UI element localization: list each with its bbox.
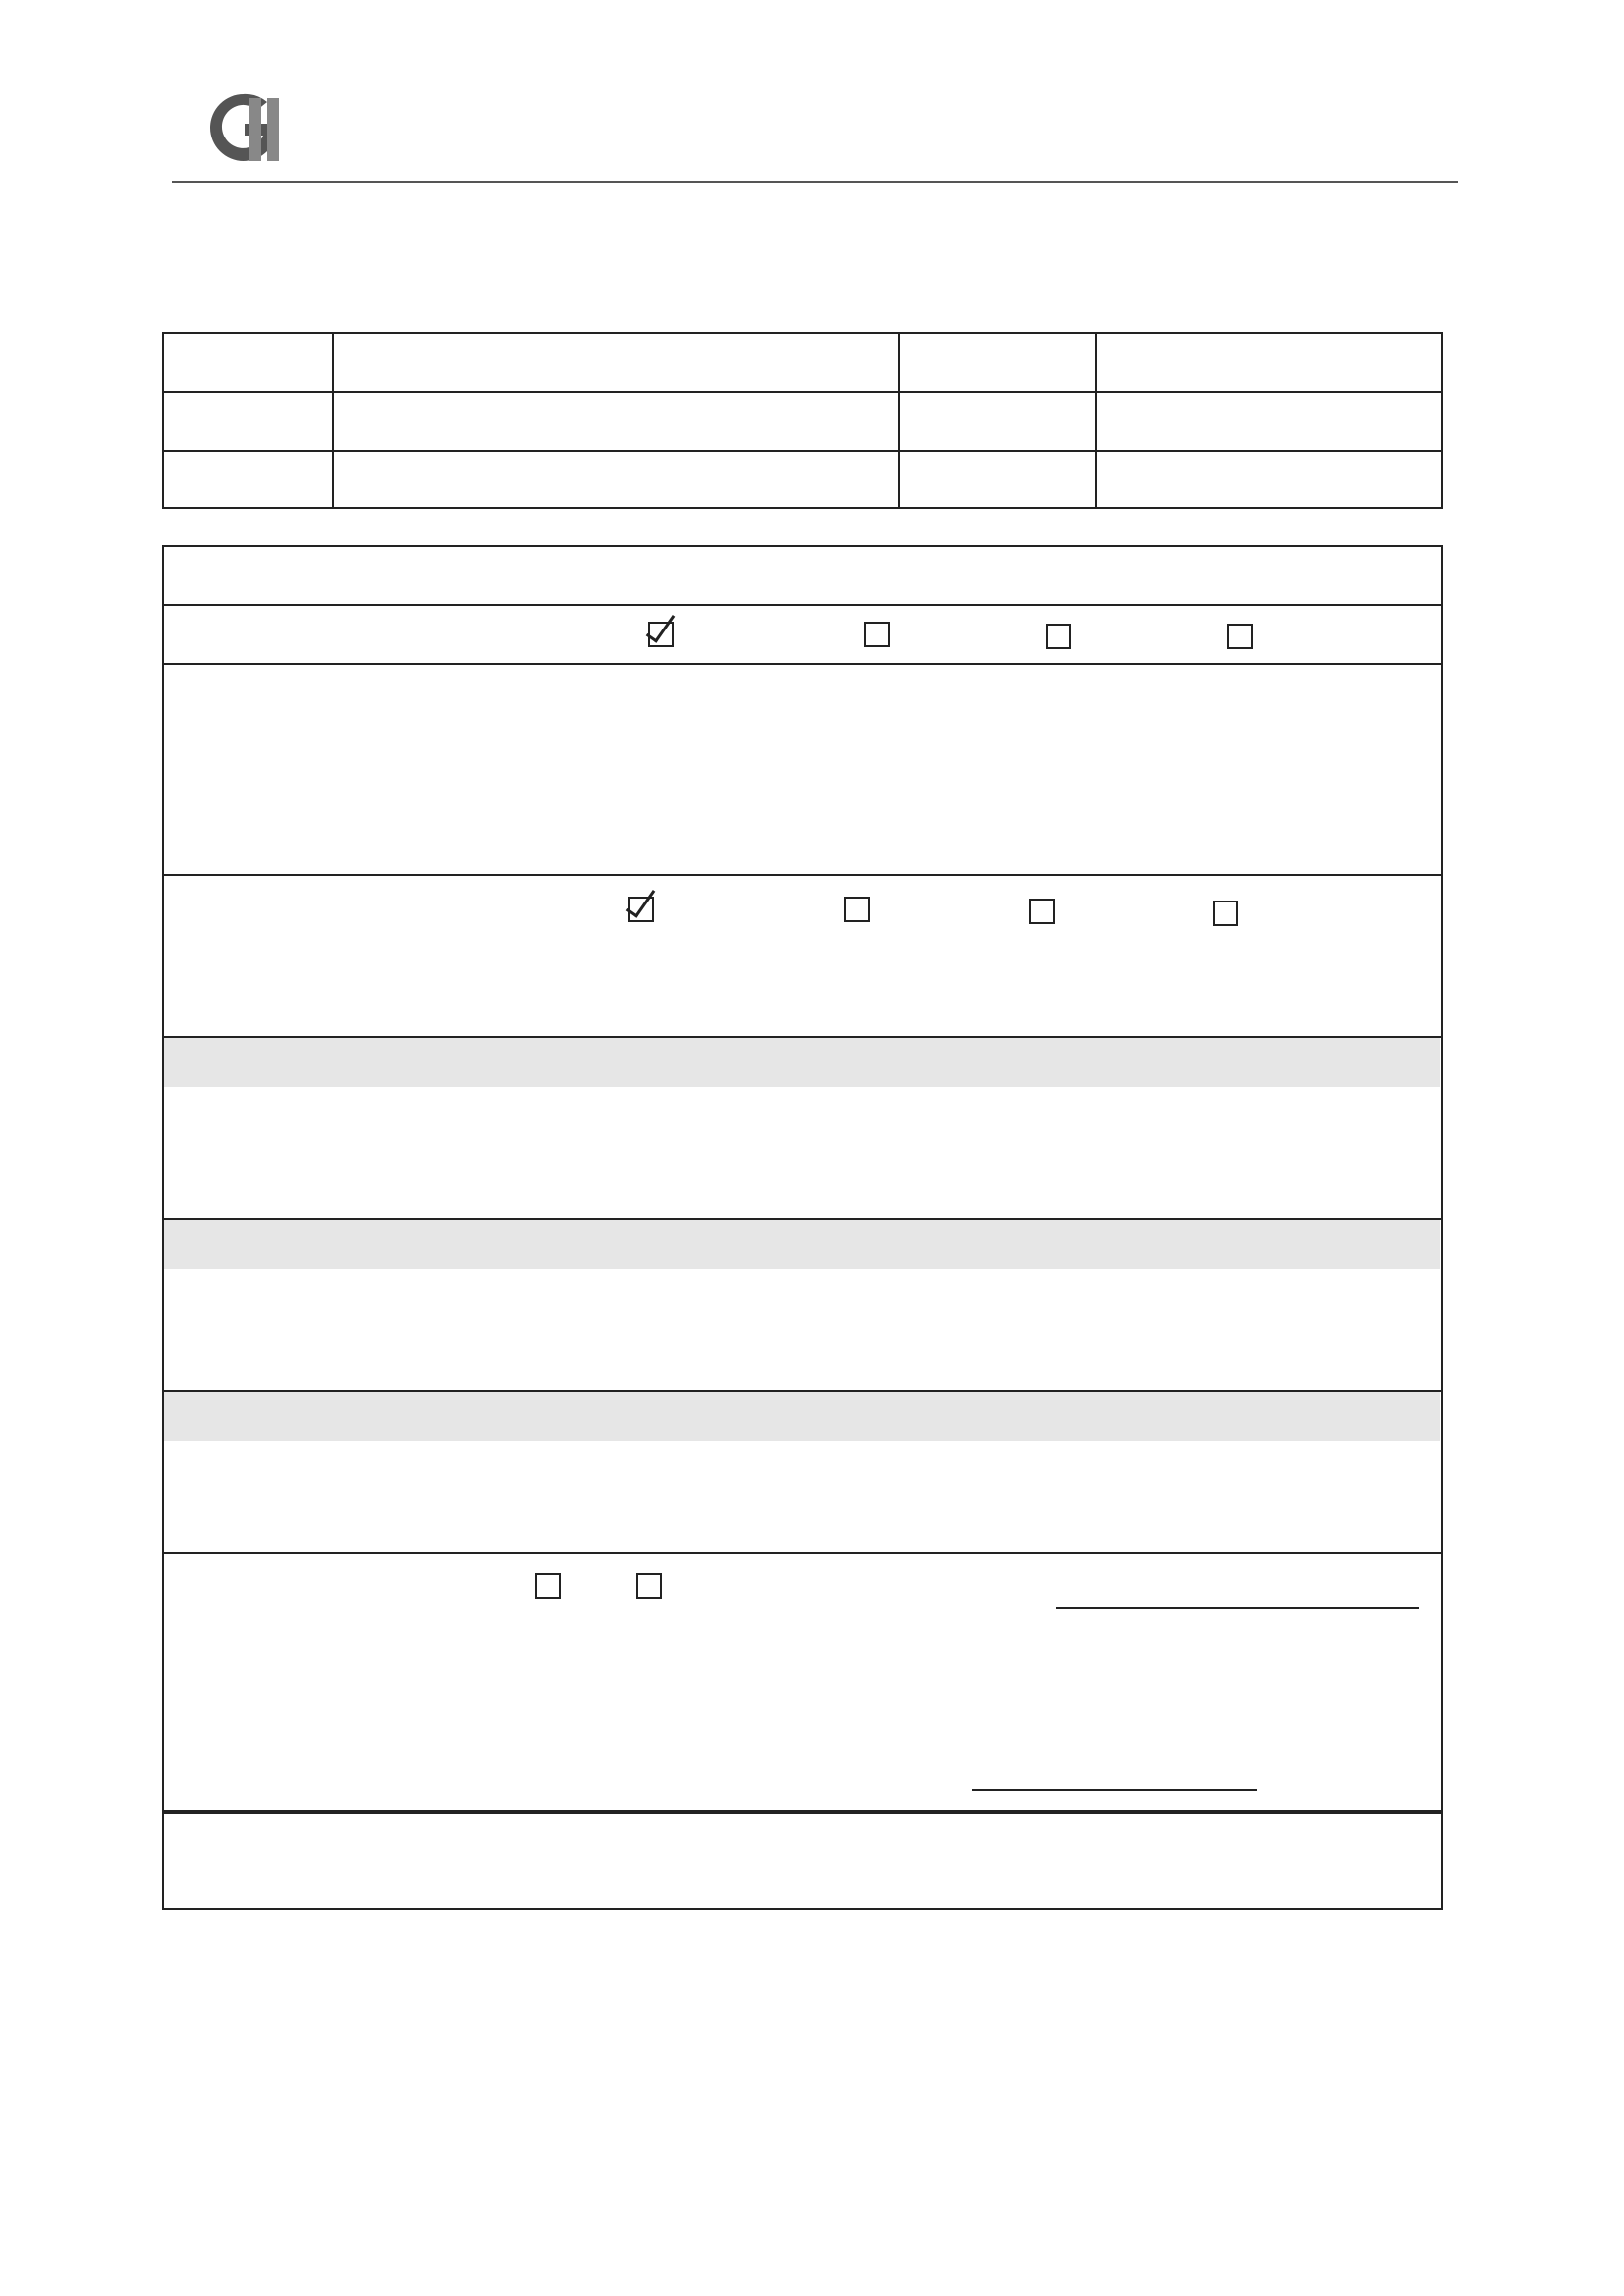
q1-option-very-satisfied[interactable]	[648, 619, 677, 651]
checkbox-icon[interactable]	[535, 1573, 561, 1599]
q7-no-option[interactable]	[636, 1570, 665, 1603]
q3-option-very-satisfied[interactable]	[628, 894, 657, 926]
q7-which-input-line[interactable]	[1056, 1607, 1419, 1609]
checkbox-icon[interactable]	[636, 1573, 662, 1599]
q6-label-shading	[164, 1392, 1440, 1441]
checkbox-icon[interactable]	[864, 622, 890, 647]
q3-option-unsatisfied[interactable]	[1213, 898, 1241, 930]
q4-answer-area[interactable]	[177, 1090, 1424, 1208]
q4-label-shading	[164, 1038, 1440, 1087]
q1-option-satisfied[interactable]	[864, 619, 893, 651]
checkbox-icon[interactable]	[1213, 901, 1238, 926]
q6-answer-area[interactable]	[177, 1444, 1424, 1542]
checkbox-checked-icon[interactable]	[628, 897, 654, 922]
checkbox-icon[interactable]	[1046, 624, 1071, 649]
q3-option-average[interactable]	[1029, 896, 1057, 928]
gaopei-logo-icon	[185, 88, 302, 167]
checkbox-icon[interactable]	[1227, 624, 1253, 649]
header-divider	[172, 181, 1458, 183]
q1-option-unsatisfied[interactable]	[1227, 621, 1256, 653]
checkbox-checked-icon[interactable]	[648, 622, 674, 647]
q7-yes-option[interactable]	[535, 1570, 564, 1603]
q7-other-input-line[interactable]	[972, 1789, 1257, 1791]
q5-label-shading	[164, 1220, 1440, 1269]
q1-option-average[interactable]	[1046, 621, 1074, 653]
checkbox-icon[interactable]	[844, 897, 870, 922]
checkbox-icon[interactable]	[1029, 899, 1055, 924]
q3-option-satisfied[interactable]	[844, 894, 873, 926]
